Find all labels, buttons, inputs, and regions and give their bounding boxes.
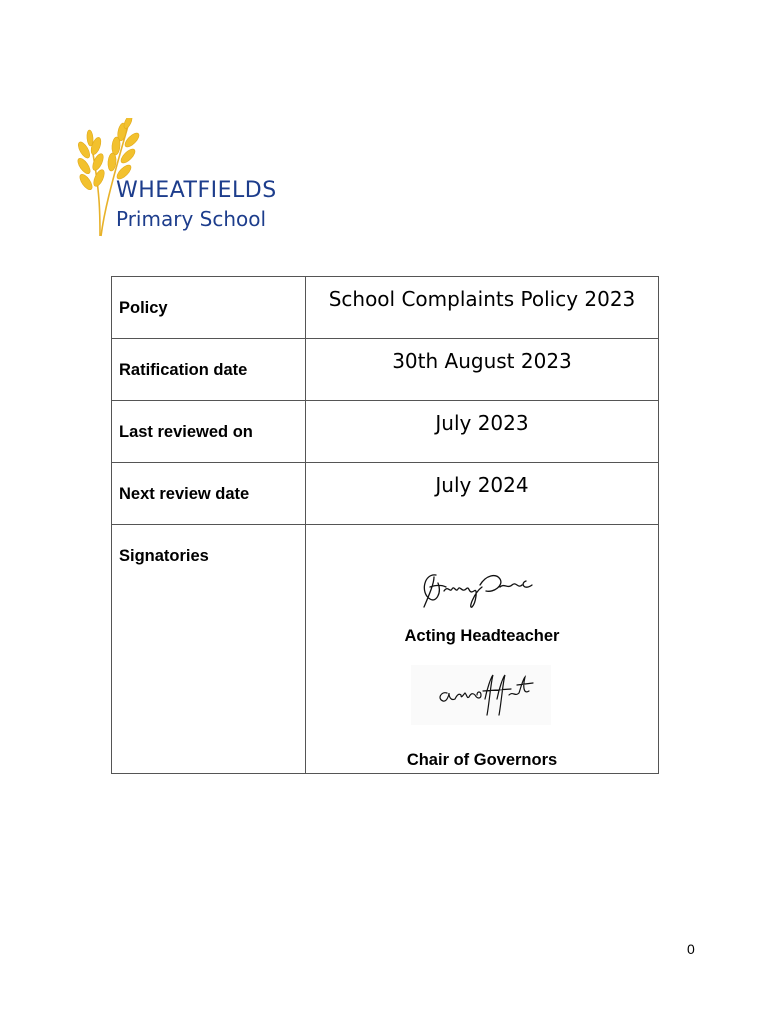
chair-role: Chair of Governors bbox=[406, 751, 558, 769]
table-row bbox=[112, 277, 659, 339]
policy-value: School Complaints Policy 2023 bbox=[328, 287, 636, 311]
page-number: 0 bbox=[687, 941, 695, 957]
last-reviewed-value: July 2023 bbox=[435, 411, 529, 435]
chair-signature bbox=[411, 665, 551, 725]
chair-signature-box bbox=[411, 665, 551, 725]
school-logo bbox=[70, 118, 280, 243]
table-row bbox=[112, 463, 659, 525]
last-reviewed-label: Last reviewed on bbox=[119, 423, 253, 441]
headteacher-role: Acting Headteacher bbox=[404, 627, 560, 645]
logo-school-type: Primary School bbox=[116, 207, 267, 231]
table-row bbox=[112, 339, 659, 401]
ratification-date-value: 30th August 2023 bbox=[392, 349, 572, 373]
table-row bbox=[112, 401, 659, 463]
signatories-label: Signatories bbox=[119, 547, 209, 565]
table-row bbox=[112, 525, 659, 774]
signatories-cell bbox=[306, 525, 659, 774]
policy-label: Policy bbox=[119, 299, 168, 317]
next-review-value: July 2024 bbox=[435, 473, 529, 497]
next-review-label: Next review date bbox=[119, 485, 250, 503]
ratification-date-label: Ratification date bbox=[119, 361, 248, 379]
headteacher-signature bbox=[416, 563, 546, 613]
logo-school-name: WHEATFIELDS bbox=[116, 178, 277, 203]
policy-info-table bbox=[111, 276, 659, 774]
